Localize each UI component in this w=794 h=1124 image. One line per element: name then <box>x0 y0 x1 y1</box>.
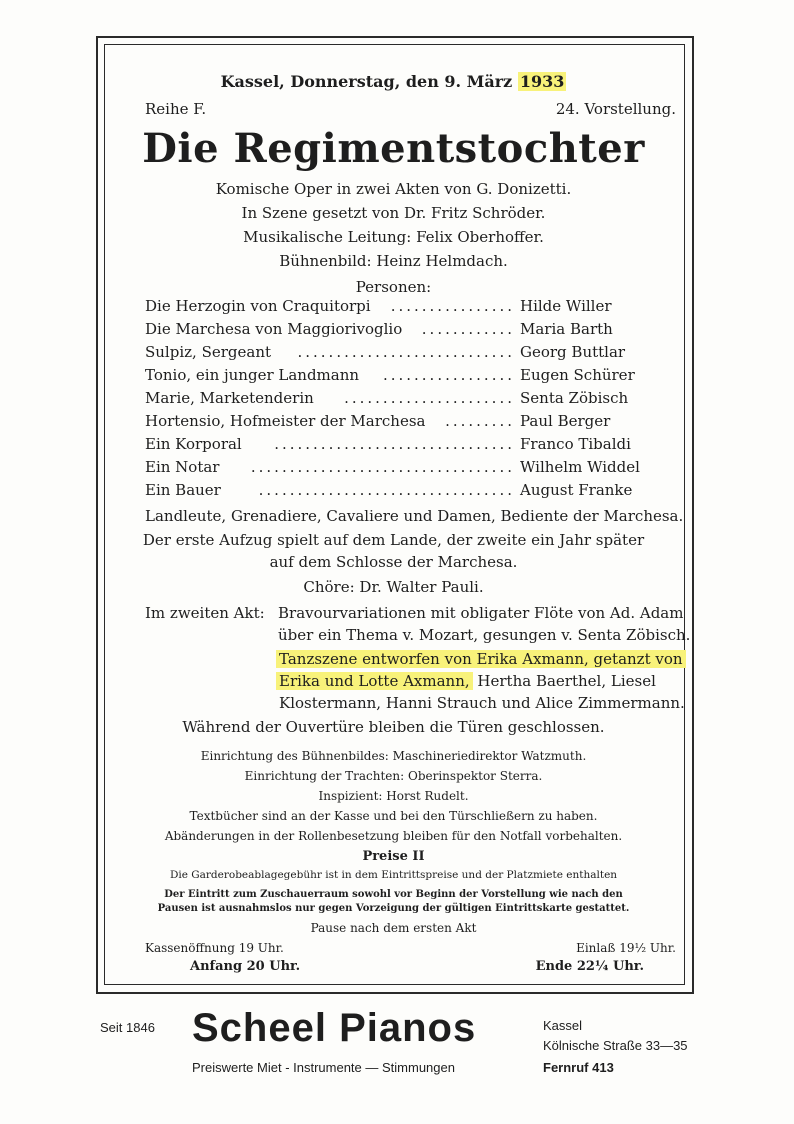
dot-leader: ......... <box>445 412 515 430</box>
ad-street: Kölnische Straße 33—35 <box>543 1038 688 1053</box>
setting-line: auf dem Schlosse der Marchesa. <box>269 553 518 571</box>
credit-line: Einrichtung des Bühnenbildes: Maschineriedirektor Watzmuth. <box>200 749 587 763</box>
dot-leader: ................. <box>382 366 515 384</box>
cast-role: Marie, Marketenderin <box>145 389 314 407</box>
cast-row <box>145 458 673 480</box>
dance-names-highlight: Erika und Lotte Axmann, <box>276 672 473 690</box>
ad-city: Kassel <box>543 1018 583 1033</box>
cast-row <box>145 297 673 319</box>
cast-role: Ein Notar <box>145 458 220 476</box>
subtitle-line: Komische Oper in zwei Akten von G. Donizetti. <box>215 180 572 198</box>
cast-actor: Paul Berger <box>520 412 611 430</box>
cast-actor: August Franke <box>520 481 633 499</box>
pause-notice: Pause nach dem ersten Akt <box>310 921 477 935</box>
act2-label: Im zweiten Akt: <box>145 604 265 622</box>
cast-role: Ein Korporal <box>145 435 242 453</box>
price-category: Preise II <box>362 849 425 864</box>
cast-actor: Maria Barth <box>520 320 613 338</box>
cast-row <box>145 389 673 411</box>
cast-actor: Senta Zöbisch <box>520 389 629 407</box>
ad-phone: Fernruf 413 <box>543 1060 614 1075</box>
row-label: Reihe F. <box>145 100 207 118</box>
cast-heading: Personen: <box>355 278 432 296</box>
doors-notice: Während der Ouvertüre bleiben die Türen geschlossen. <box>182 718 605 736</box>
cast-role: Tonio, ein junger Landmann <box>145 366 360 384</box>
cast-row <box>145 320 673 342</box>
credit-line: Einrichtung der Trachten: Oberinspektor Sterra. <box>244 769 543 783</box>
ensemble-line: Landleute, Grenadiere, Cavaliere und Damen, Bediente der Marchesa. <box>145 507 684 525</box>
admission-time: Einlaß 19½ Uhr. <box>576 941 676 955</box>
cast-actor: Eugen Schürer <box>520 366 635 384</box>
dot-leader: ...................... <box>344 389 515 407</box>
subtitle-line: Bühnenbild: Heinz Helmdach. <box>279 252 508 270</box>
credit-line: Abänderungen in der Rollenbesetzung bleiben für den Notfall vorbehalten. <box>164 829 623 843</box>
entry-notice-line: Der Eintritt zum Zuschauerraum sowohl vor Beginn der Vorstellung wie nach den <box>164 889 623 900</box>
cast-row <box>145 435 673 457</box>
cast-actor: Hilde Willer <box>520 297 612 315</box>
ad-since: Seit 1846 <box>100 1020 155 1035</box>
cast-row <box>145 481 673 503</box>
subtitle-line: In Szene gesetzt von Dr. Fritz Schröder. <box>241 204 546 222</box>
cast-actor: Georg Buttlar <box>520 343 626 361</box>
start-time: Anfang 20 Uhr. <box>190 959 301 974</box>
dot-leader: ............ <box>421 320 515 338</box>
box-office-time: Kassenöffnung 19 Uhr. <box>145 941 284 955</box>
end-time: Ende 22¼ Uhr. <box>535 959 644 974</box>
dot-leader: ............................... <box>274 435 515 453</box>
act2-line: über ein Thema v. Mozart, gesungen v. Senta Zöbisch. <box>278 626 691 644</box>
cast-row <box>145 366 673 388</box>
dot-leader: ................ <box>390 297 515 315</box>
cast-actor: Wilhelm Widdel <box>520 458 640 476</box>
cloakroom-notice: Die Garderobeablagegebühr ist in dem Eintrittspreise und der Platzmiete enthalten <box>169 869 618 881</box>
performance-number: 24. Vorstellung. <box>555 100 676 118</box>
dot-leader: .................................. <box>250 458 515 476</box>
cast-role: Die Marchesa von Maggiorivoglio <box>145 320 403 338</box>
act2-line: Bravourvariationen mit obligater Flöte von Ad. Adam <box>278 604 684 622</box>
cast-role: Hortensio, Hofmeister der Marchesa <box>145 412 426 430</box>
dateline <box>104 72 683 91</box>
credit-line: Inspizient: Horst Rudelt. <box>318 789 469 803</box>
dance-line-highlight: Tanzszene entworfen von Erika Axmann, getanzt von <box>276 650 686 668</box>
ad-brand: Scheel Pianos <box>192 1006 477 1050</box>
cast-role: Ein Bauer <box>145 481 221 499</box>
credit-line: Textbücher sind an der Kasse und bei den Türschließern zu haben. <box>189 809 598 823</box>
cast-actor: Franco Tibaldi <box>520 435 631 453</box>
opera-title: Die Regimentstochter <box>142 125 645 172</box>
cast-role: Sulpiz, Sergeant <box>145 343 272 361</box>
dance-line-rest: Hertha Baerthel, Liesel <box>472 672 656 690</box>
dateline-text: Kassel, Donnerstag, den 9. März <box>220 72 513 91</box>
cast-row <box>145 412 673 434</box>
subtitle-line: Musikalische Leitung: Felix Oberhoffer. <box>243 228 544 246</box>
ad-tagline: Preiswerte Miet - Instrumente — Stimmungen <box>192 1060 455 1075</box>
dance-line-2 <box>276 672 656 690</box>
cast-role: Die Herzogin von Craquitorpi <box>145 297 371 315</box>
cast-row <box>145 343 673 365</box>
year-highlight: 1933 <box>519 72 565 91</box>
dance-line-3: Klostermann, Hanni Strauch und Alice Zimmermann. <box>279 694 685 712</box>
entry-notice-line: Pausen ist ausnahmslos nur gegen Vorzeigung der gültigen Eintrittskarte gestattet. <box>157 903 630 914</box>
dot-leader: ................................. <box>258 481 515 499</box>
chorus-credit: Chöre: Dr. Walter Pauli. <box>303 578 484 596</box>
dot-leader: ............................ <box>297 343 515 361</box>
setting-line: Der erste Aufzug spielt auf dem Lande, der zweite ein Jahr später <box>142 531 645 549</box>
